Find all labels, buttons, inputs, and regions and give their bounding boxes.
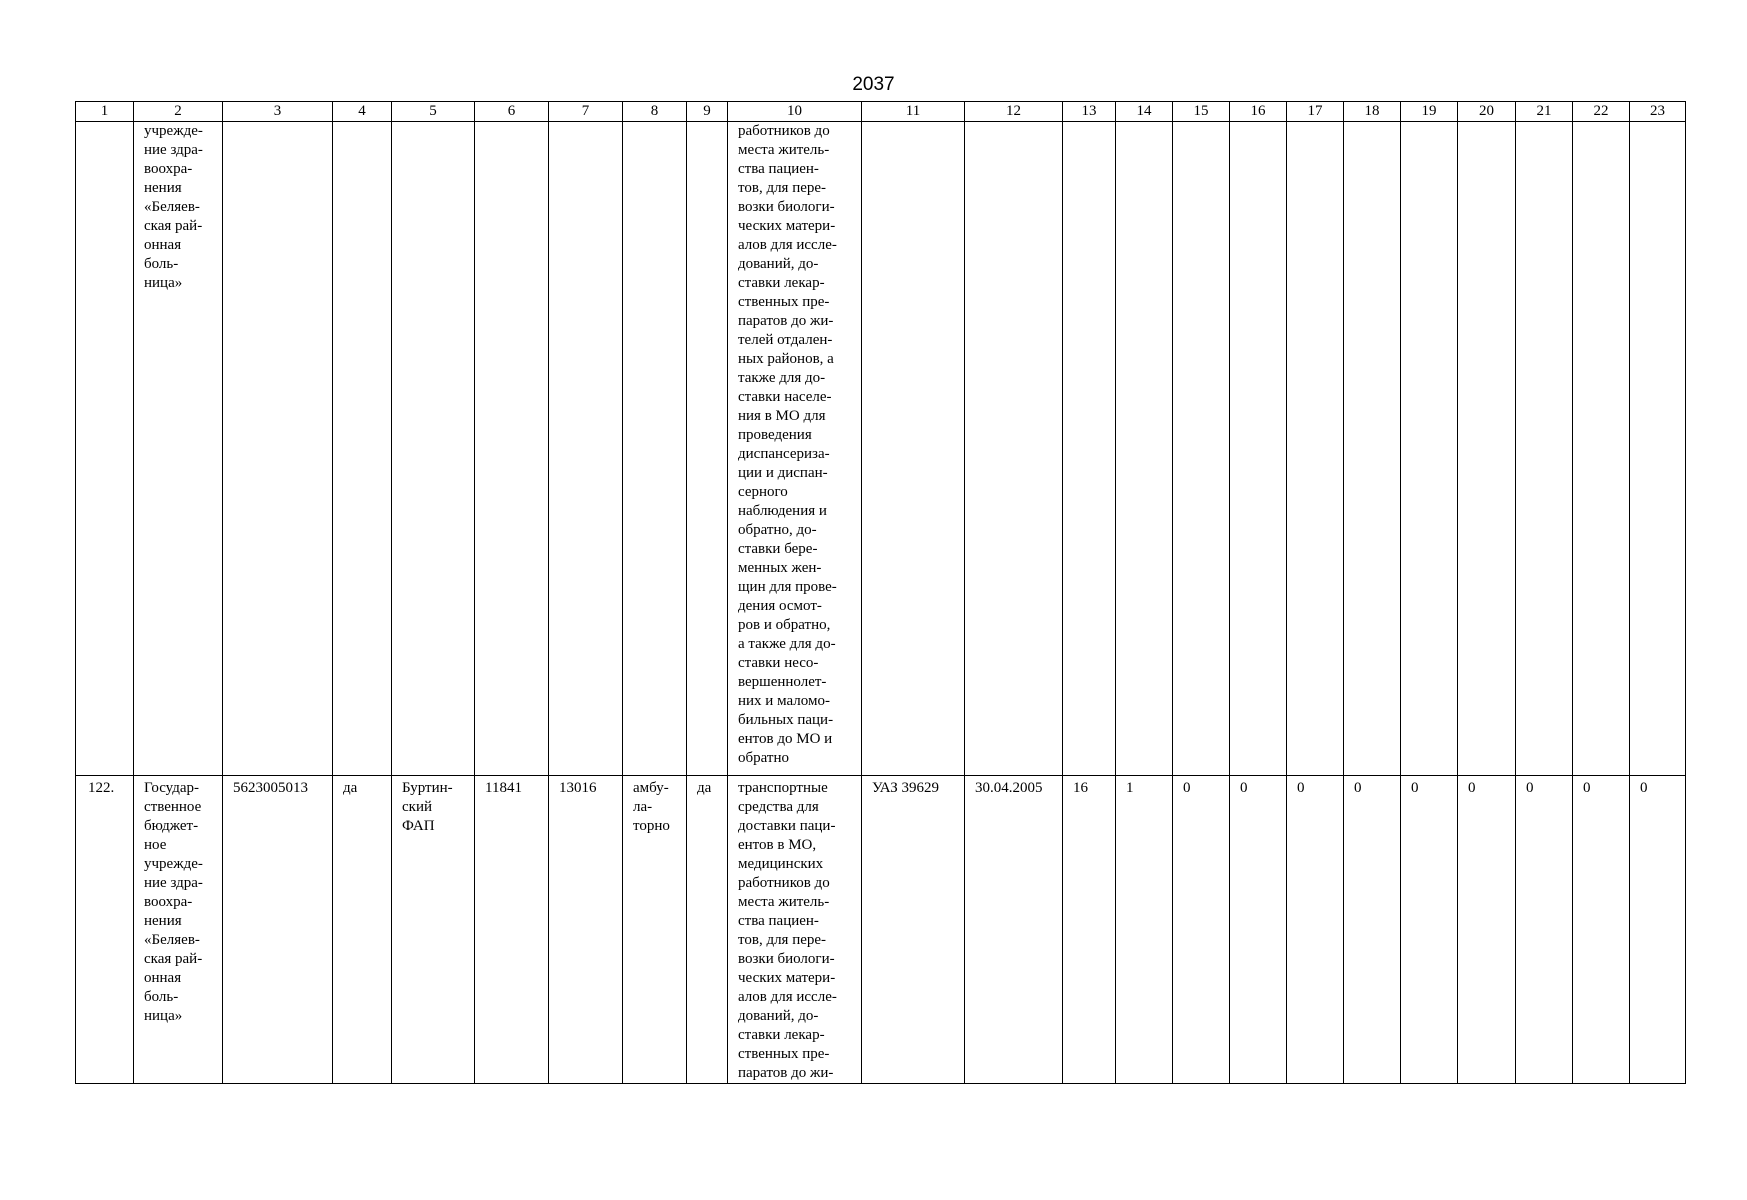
column-header: 7	[549, 102, 623, 122]
data-table	[75, 101, 1686, 1084]
column-header: 1	[76, 102, 134, 122]
table-cell	[687, 122, 728, 776]
column-header: 22	[1573, 102, 1630, 122]
vehicle-model-cell: УАЗ 39629	[862, 776, 965, 1084]
inn-cell: 5623005013	[223, 776, 333, 1084]
table-cell	[1573, 122, 1630, 776]
table-cell	[1344, 122, 1401, 776]
care-type-cell: амбу- ла- торно	[623, 776, 687, 1084]
table-cell: да	[687, 776, 728, 1084]
column-header: 18	[1344, 102, 1401, 122]
table-cell: 0	[1287, 776, 1344, 1084]
column-header: 6	[475, 102, 549, 122]
table-cell	[1516, 122, 1573, 776]
column-header: 9	[687, 102, 728, 122]
table-cell	[76, 122, 134, 776]
column-number-row	[76, 102, 1686, 122]
column-header: 4	[333, 102, 392, 122]
table-cell: да	[333, 776, 392, 1084]
table-cell: 0	[1516, 776, 1573, 1084]
table-cell	[1630, 122, 1686, 776]
vehicle-purpose-cell: работников до места житель- ства пациен- тов, для пере- возки биологи- ческих матери- алов для иссле- дований, до- ставки лекар- ственных пре- паратов до жи- телей отдален- ных районов, а также для до- ставки населе- ния в МО для проведения диспансериза- ции и диспан- серного наблюдения и обратно, до- ставки бере- менных жен- щин для прове- дения осмот- ров и обратно, а также для до- ставки несо- вершеннолет- них и маломо- бильных паци- ентов до МО и обратно	[728, 122, 862, 776]
vehicle-purpose-cell: транспортные средства для доставки паци- ентов в МО, медицинских работников до места житель- ства пациен- тов, для пере- возки биологи- ческих матери- алов для иссле- дований, до- ставки лекар- ственных пре- паратов до жи-	[728, 776, 862, 1084]
table-cell	[549, 122, 623, 776]
table-cell	[623, 122, 687, 776]
table-cell	[1287, 122, 1344, 776]
column-header: 13	[1063, 102, 1116, 122]
table-cell	[1063, 122, 1116, 776]
table-cell: 13016	[549, 776, 623, 1084]
table-cell	[1458, 122, 1516, 776]
table-cell: 0	[1401, 776, 1458, 1084]
column-header: 3	[223, 102, 333, 122]
table-cell: 16	[1063, 776, 1116, 1084]
table-cell: 0	[1573, 776, 1630, 1084]
table-cell: 0	[1458, 776, 1516, 1084]
column-header: 20	[1458, 102, 1516, 122]
table-cell	[1230, 122, 1287, 776]
continuation-row	[76, 122, 1686, 776]
table-cell: 0	[1344, 776, 1401, 1084]
row-number-cell: 122.	[76, 776, 134, 1084]
column-header: 17	[1287, 102, 1344, 122]
table-row	[76, 776, 1686, 1084]
column-header: 2	[134, 102, 223, 122]
column-header: 8	[623, 102, 687, 122]
facility-name-cell: Буртин- ский ФАП	[392, 776, 475, 1084]
table-cell: 0	[1173, 776, 1230, 1084]
table-cell	[1116, 122, 1173, 776]
table-cell	[392, 122, 475, 776]
table-cell	[1173, 122, 1230, 776]
column-header: 5	[392, 102, 475, 122]
column-header: 15	[1173, 102, 1230, 122]
table-cell	[1401, 122, 1458, 776]
institution-name-cell: Государ- ственное бюджет- ное учрежде- ние здра- воохра- нения «Беляев- ская рай- онная боль- ница»	[134, 776, 223, 1084]
column-header: 23	[1630, 102, 1686, 122]
date-cell: 30.04.2005	[965, 776, 1063, 1084]
table-cell: 0	[1230, 776, 1287, 1084]
table-cell	[475, 122, 549, 776]
table-cell: 11841	[475, 776, 549, 1084]
column-header: 11	[862, 102, 965, 122]
table-cell: 0	[1630, 776, 1686, 1084]
table-cell	[862, 122, 965, 776]
table-cell: 1	[1116, 776, 1173, 1084]
institution-name-cell: учрежде- ние здра- воохра- нения «Беляев- ская рай- онная боль- ница»	[134, 122, 223, 776]
table-cell	[223, 122, 333, 776]
page-number: 2037	[852, 74, 895, 95]
table-cell	[965, 122, 1063, 776]
column-header: 12	[965, 102, 1063, 122]
column-header: 14	[1116, 102, 1173, 122]
column-header: 16	[1230, 102, 1287, 122]
table-cell	[333, 122, 392, 776]
column-header: 19	[1401, 102, 1458, 122]
column-header: 10	[728, 102, 862, 122]
column-header: 21	[1516, 102, 1573, 122]
